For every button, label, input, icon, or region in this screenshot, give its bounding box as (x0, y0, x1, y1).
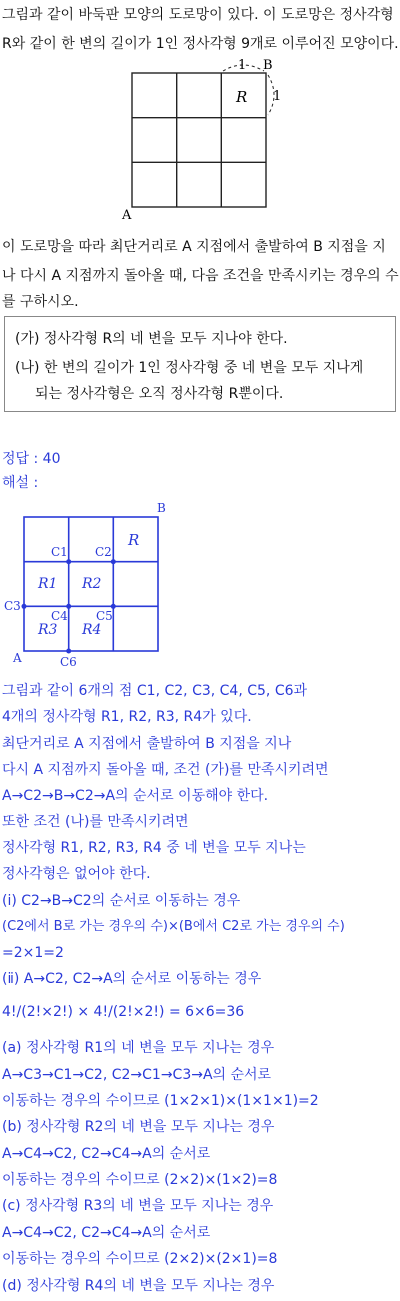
fig2-label-b: B (157, 501, 166, 515)
solution-line: A→C4→C2, C2→C4→A의 순서로 (2, 1225, 211, 1241)
fig2-label-c1: C1 (51, 545, 68, 559)
fig2-label-c2: C2 (95, 545, 112, 559)
solution-line: 그림과 같이 6개의 점 C1, C2, C3, C4, C5, C6과 (2, 683, 308, 699)
problem-line-5: 를 구하시오. (2, 294, 79, 310)
solution-line: (b) 정사각형 R2의 네 변을 모두 지나는 경우 (2, 1119, 275, 1135)
solution-line: 정사각형 R1, R2, R3, R4 중 네 변을 모두 지나는 (2, 840, 306, 856)
fig2-label-c6: C6 (60, 655, 77, 669)
solution-line: =2×1=2 (2, 945, 64, 961)
solution-line: 다시 A 지점까지 돌아올 때, 조건 (가)를 만족시키려면 (2, 762, 329, 778)
solution-line: (c) 정사각형 R3의 네 변을 모두 지나는 경우 (2, 1198, 274, 1214)
solution-line: 최단거리로 A 지점에서 출발하여 B 지점을 지나 (2, 736, 292, 752)
solution-line: A→C4→C2, C2→C4→A의 순서로 (2, 1146, 211, 1162)
solution-line: (ⅰ) C2→B→C2의 순서로 이동하는 경우 (2, 893, 241, 909)
fig2-label-r4: R4 (82, 622, 102, 638)
fig2-label-c5: C5 (96, 609, 113, 623)
condition-2b: 되는 정사각형은 오직 정사각형 R뿐이다. (35, 386, 284, 402)
point-c3 (22, 604, 27, 609)
grid-figure (0, 55, 400, 225)
solution-line: (a) 정사각형 R1의 네 변을 모두 지나는 경우 (2, 1040, 275, 1056)
fig-label-one-right: 1 (273, 89, 282, 104)
explanation-label: 해설 : (2, 475, 39, 491)
solution-line: 이동하는 경우의 수이므로 (1×2×1)×(1×1×1)=2 (2, 1093, 319, 1109)
problem-line-2: R와 같이 한 변의 길이가 1인 정사각형 9개로 이루어진 모양이다. (2, 36, 399, 52)
answer: 정답 : 40 (2, 451, 61, 467)
fig2-label-c3: C3 (4, 599, 21, 613)
solution-line: 이동하는 경우의 수이므로 (2×2)×(2×1)=8 (2, 1251, 278, 1267)
condition-1: (가) 정사각형 R의 네 변을 모두 지나야 한다. (15, 331, 288, 347)
fig-label-r: R (236, 88, 248, 106)
problem-line-4: 나 다시 A 지점까지 돌아올 때, 다음 조건을 만족시키는 경우의 수 (2, 268, 399, 284)
solution-line: 또한 조건 (나)를 만족시키려면 (2, 814, 189, 830)
solution-line: 정사각형은 없어야 한다. (2, 866, 151, 882)
fig2-label-c4: C4 (51, 609, 68, 623)
fig2-label-r: R (128, 531, 140, 549)
fig2-label-r1: R1 (38, 576, 58, 592)
solution-line: (d) 정사각형 R4의 네 변을 모두 지나는 경우 (2, 1278, 275, 1294)
condition-box (4, 316, 396, 412)
solution-line: 이동하는 경우의 수이므로 (2×2)×(1×2)=8 (2, 1172, 278, 1188)
point-c6 (66, 649, 71, 654)
fig2-label-r3: R3 (38, 622, 58, 638)
solution-line: A→C2→B→C2→A의 순서로 이동해야 한다. (2, 788, 269, 804)
solution-line: (C2에서 B로 가는 경우의 수)×(B에서 C2로 가는 경우의 수) (2, 919, 345, 934)
solution-line: 4개의 정사각형 R1, R2, R3, R4가 있다. (2, 709, 252, 725)
solution-grid-figure (0, 500, 400, 670)
fig2-label-a: A (13, 651, 22, 665)
solution-line: A→C3→C1→C2, C2→C1→C3→A의 순서로 (2, 1067, 272, 1083)
point-c2 (111, 559, 116, 564)
fig2-label-r2: R2 (82, 576, 102, 592)
solution-line: (ⅱ) A→C2, C2→A의 순서로 이동하는 경우 (2, 971, 262, 987)
condition-2a: (나) 한 변의 길이가 1인 정사각형 중 네 변을 모두 지나게 (15, 360, 364, 376)
problem-line-1: 그림과 같이 바둑판 모양의 도로망이 있다. 이 도로망은 정사각형 (2, 7, 394, 23)
fig-label-one-top: 1 (238, 58, 247, 73)
fig-label-b: B (263, 58, 273, 73)
fig-label-a: A (122, 208, 132, 223)
point-c1 (66, 559, 71, 564)
problem-line-3: 이 도로망을 따라 최단거리로 A 지점에서 출발하여 B 지점을 지 (2, 239, 386, 255)
solution-line: 4!/(2!×2!) × 4!/(2!×2!) = 6×6=36 (2, 1004, 245, 1020)
